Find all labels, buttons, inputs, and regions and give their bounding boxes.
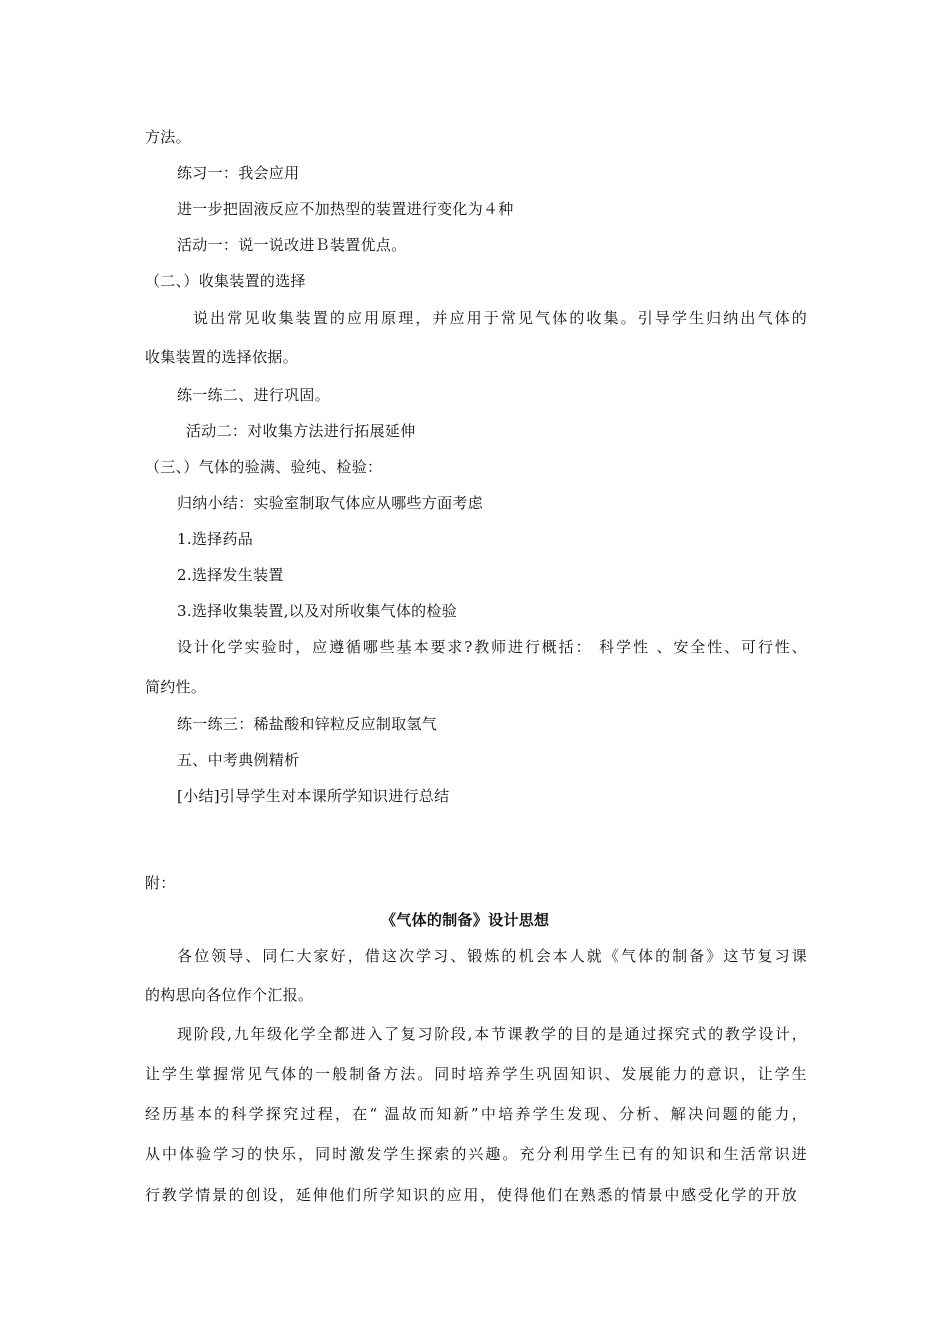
paragraph-line: 的构思向各位作个汇报。 [145,986,314,1004]
text-line: 进一步把固液反应不加热型的装置进行变化为４种 [177,200,514,218]
section-title: 《气体的制备》设计思想 [381,911,550,929]
text-line: 五、中考典例精析 [177,751,300,769]
text-line: 练一练三：稀盐酸和锌粒反应制取氢气 [177,715,438,733]
text-line: 练习一：我会应用 [177,164,300,182]
paragraph-line: 经历基本的科学探究过程，在“ 温故而知新”中培养学生发现、分析、解决问题的能力， [145,1105,807,1123]
text-line: 归纳小结：实验室制取气体应从哪些方面考虑 [177,494,484,512]
paragraph-line: 行教学情景的创设，延伸他们所学知识的应用，使得他们在熟悉的情景中感受化学的开放 [145,1186,797,1204]
text-line: [小结]引导学生对本课所学知识进行总结 [177,787,450,805]
list-item: 3.选择收集装置,以及对所收集气体的检验 [177,602,458,620]
paragraph-line: 让学生掌握常见气体的一般制备方法。同时培养学生巩固知识、发展能力的意识，让学生 [145,1065,807,1083]
text-line: 简约性。 [145,678,207,696]
list-item: 2.选择发生装置 [177,566,284,584]
text-line: 说出常见收集装置的应用原理，并应用于常见气体的收集。引导学生归纳出气体的 [193,309,807,327]
text-line: 设计化学实验时，应遵循哪些基本要求?教师进行概括： 科学性 、安全性、可行性、 [177,638,807,656]
section-heading: （三、）气体的验满、验纯、检验： [145,458,383,476]
text-line: 练一练二、进行巩固。 [177,386,331,404]
list-item: 1.选择药品 [177,530,254,548]
paragraph-line: 现阶段,九年级化学全都进入了复习阶段,本节课教学的目的是通过探究式的教学设计， [177,1025,807,1043]
paragraph-line: 从中体验学习的快乐，同时激发学生探索的兴趣。充分利用学生已有的知识和生活常识进 [145,1145,807,1163]
text-line: 活动一：说一说改进Ｂ装置优点。 [177,236,407,254]
section-heading: （二、）收集装置的选择 [145,272,306,290]
text-line: 收集装置的选择依据。 [145,348,299,366]
appendix-label: 附： [145,874,176,892]
paragraph-line: 各位领导、同仁大家好，借这次学习、锻炼的机会本人就《气体的制备》这节复习课 [177,947,807,965]
text-line: 方法。 [145,128,191,146]
text-line: 活动二：对收集方法进行拓展延伸 [186,422,416,440]
